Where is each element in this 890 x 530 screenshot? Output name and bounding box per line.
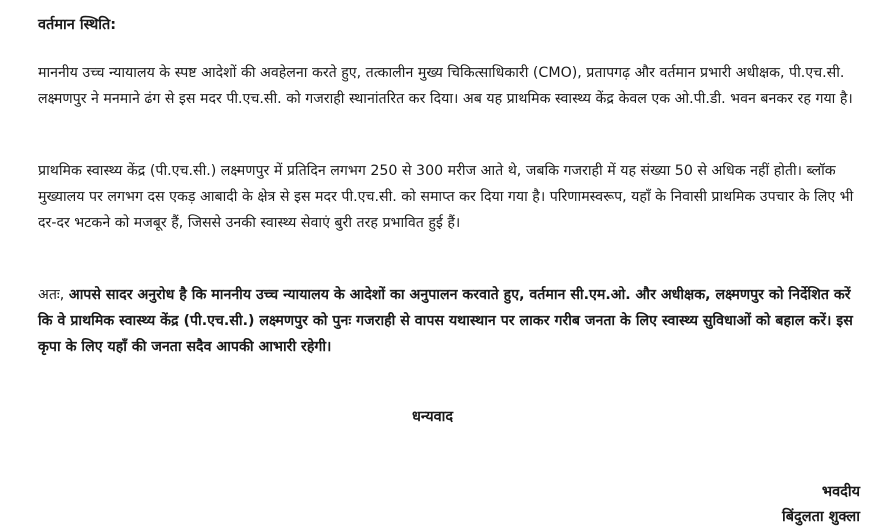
request-text: आपसे सादर अनुरोध है कि माननीय उच्च न्यायालय के आदेशों का अनुपालन करवाते हुए, वर्तमान सी.एम.ओ. और अधीक्षक, लक्ष्मणपुर को निर्देशित करें कि वे प्राथमिक स्वास्थ्य केंद्र (पी.एच.सी.) लक्ष्मणपुर को पुनः गजराही से वापस यथास्थान पर लाकर गरीब जनता के लिए स्वास्थ्य सुविधाओं को बहाल करें। इस कृपा के लिए यहाँ की जनता सदैव आपकी आभारी रहेगी। (38, 287, 853, 355)
thanks-text: धन्यवाद (412, 409, 454, 425)
paragraph-request (38, 282, 862, 360)
paragraph-current-status: माननीय उच्च न्यायालय के स्पष्ट आदेशों की अवहेलना करते हुए, तत्कालीन मुख्य चिकित्साधिकारी (CMO), प्रतापगढ़ और वर्तमान प्रभारी अधीक्षक, पी.एच.सी. लक्ष्मणपुर ने मनमाने ढंग से इस मदर पी.एच.सी. को गजराही स्थानांतरित कर दिया। अब यह प्राथमिक स्वास्थ्य केंद्र केवल एक ओ.पी.डी. भवन बनकर रह गया है। (38, 65, 853, 107)
cut-off-text-fragment (598, 524, 738, 530)
signature-block (782, 480, 860, 530)
signatory-name: बिंदुलता शुक्ला (782, 509, 860, 525)
closing-salutation: भवदीय (821, 484, 860, 500)
paragraph-patient-impact: प्राथमिक स्वास्थ्य केंद्र (पी.एच.सी.) लक्ष्मणपुर में प्रतिदिन लगभग 250 से 300 मरीज आते थे, जबकि गजराही में यह संख्या 50 से अधिक नहीं होती। ब्लॉक मुख्यालय पर लगभग दस एकड़ आबादी के क्षेत्र से इस मदर पी.एच.सी. को समाप्त कर दिया गया है। परिणामस्वरूप, यहाँ के निवासी प्राथमिक उपचार के लिए भी दर-दर भटकने को मजबूर हैं, जिससे उनकी स्वास्थ्य सेवाएं बुरी तरह प्रभावित हुई हैं। (38, 163, 854, 231)
request-prefix: अतः, (38, 287, 69, 303)
section-heading: वर्तमान स्थिति: (38, 17, 117, 33)
